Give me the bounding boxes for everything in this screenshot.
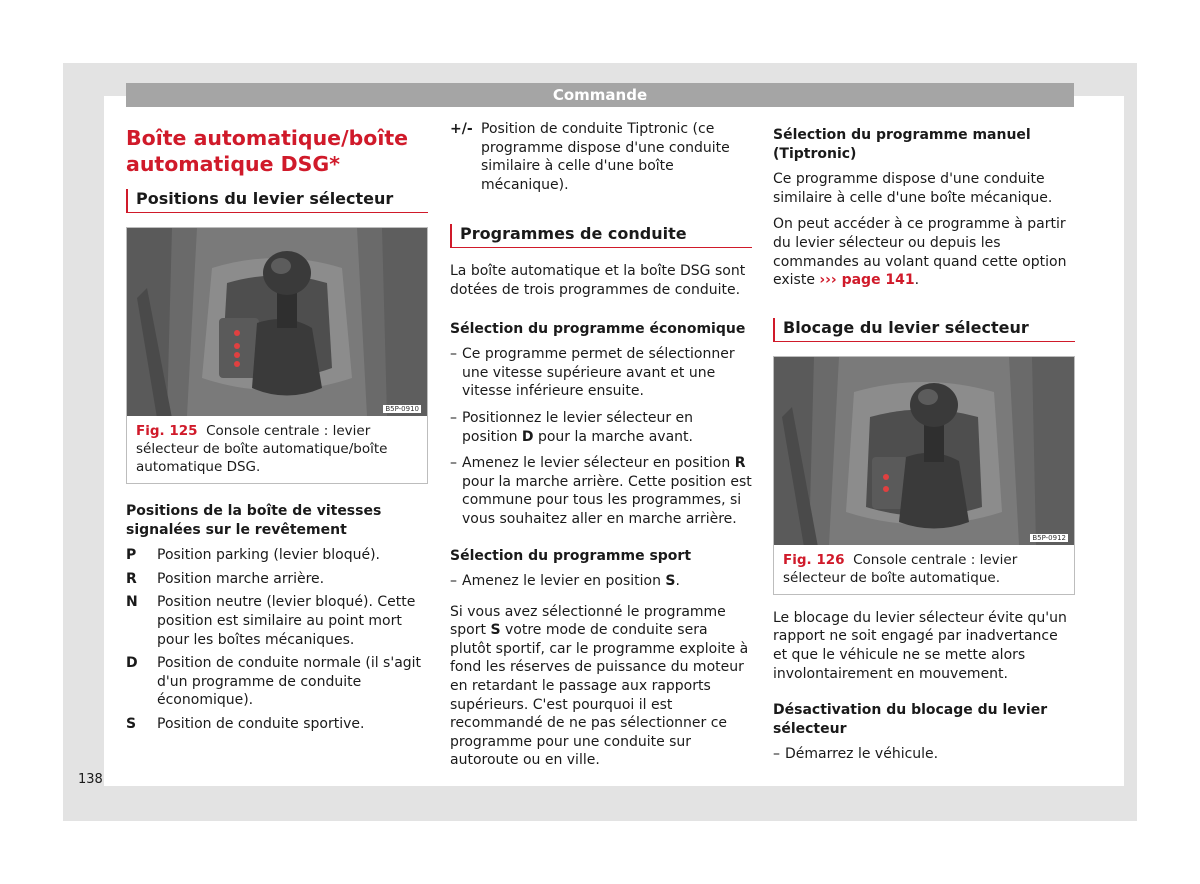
position-key: P <box>126 547 137 564</box>
position-item <box>126 654 428 710</box>
manual-paragraph-1: Ce programme dispose d'une conduite similaire à celle d'une boîte mécanique. <box>773 171 1053 206</box>
item-text: Amenez le levier sélecteur en position <box>462 455 735 472</box>
dash: – <box>773 746 780 763</box>
item-bold: R <box>734 455 746 472</box>
para-text-end: votre mode de conduite sera plutôt sportif, car le programme exploite à fond les réserves de puissance du moteur en retardant le passage aux rapports supérieurs. C'est pourquoi il est recommandé de ne pas sélectionner ce programme pour une conduite sur autoroute ou en ville. <box>450 622 749 769</box>
position-text: Position de conduite normale (il s'agit d'un programme de conduite économique). <box>157 655 422 709</box>
list-item <box>450 572 752 591</box>
positions-heading: Positions de la boîte de vitesses signalées sur le revêtement <box>126 503 382 538</box>
para-text: Si vous avez sélectionné le programme sport <box>450 603 726 639</box>
item-text: Démarrez le véhicule. <box>785 746 939 763</box>
column-left <box>126 120 428 739</box>
figure-label: Fig. 126 <box>783 551 845 568</box>
item-text-end: . <box>675 573 680 590</box>
list-item <box>450 454 752 528</box>
item-text-end: pour la marche avant. <box>533 428 693 445</box>
position-item <box>126 570 428 589</box>
main-title: Boîte automatique/boîte automatique DSG* <box>126 126 409 176</box>
position-item <box>126 715 428 734</box>
item-text: Ce programme permet de sélectionner une vitesse supérieure avant et une vitesse inférieure ensuite. <box>462 346 735 400</box>
position-key: S <box>126 715 137 732</box>
gear-selector-photo <box>127 228 427 416</box>
sport-heading: Sélection du programme sport <box>450 547 692 564</box>
figure-126 <box>773 356 1075 595</box>
figure-caption <box>127 416 427 483</box>
programs-intro: La boîte automatique et la boîte DSG sont dotées de trois programmes de conduite. <box>450 263 746 298</box>
figure-caption-text: Console centrale : levier sélecteur de boîte automatique/boîte automatique DSG. <box>136 423 388 475</box>
position-key: R <box>126 570 137 587</box>
figure-caption-text: Console centrale : levier sélecteur de boîte automatique. <box>783 551 1018 586</box>
para-text-end: . <box>914 272 920 289</box>
dash: – <box>450 455 457 472</box>
item-text-end: pour la marche arrière. Cette position est commune pour tous les programmes, si vous souhaitez aller en marche arrière. <box>462 473 752 527</box>
position-text: Position parking (levier bloqué). <box>157 547 380 564</box>
manual-heading: Sélection du programme manuel (Tiptronic) <box>773 127 1031 162</box>
gear-selector-illustration <box>127 228 427 416</box>
manual-paragraph-2 <box>773 215 1075 289</box>
position-key: N <box>126 594 138 611</box>
chapter-header: Commande <box>126 83 1074 107</box>
page-number: 138 <box>78 772 103 787</box>
item-text: Positionnez le levier sélecteur en position <box>462 409 694 445</box>
column-right <box>773 126 1075 772</box>
dash: – <box>450 573 457 590</box>
deactivation-heading: Désactivation du blocage du levier sélecteur <box>773 702 1048 737</box>
position-item <box>126 593 428 649</box>
para-text: On peut accéder à ce programme à partir du levier sélecteur ou depuis les commandes au volant quand cette option existe <box>773 216 1067 289</box>
item-text: Amenez le levier en position <box>462 573 666 590</box>
position-text: Position de conduite Tiptronic (ce programme dispose d'une conduite similaire à celle d'une boîte mécanique). <box>481 121 730 193</box>
figure-code: B5P-0910 <box>385 405 419 413</box>
section-title-programs: Programmes de conduite <box>450 224 752 248</box>
eco-heading: Sélection du programme économique <box>450 320 746 337</box>
dash: – <box>450 346 457 363</box>
list-item <box>450 345 752 401</box>
page-reference-link[interactable]: ››› page 141 <box>819 272 915 289</box>
positions-list <box>126 546 428 733</box>
gear-selector-illustration <box>774 357 1074 545</box>
para-bold: S <box>490 622 501 639</box>
position-key: D <box>126 655 138 672</box>
position-text: Position neutre (levier bloqué). Cette position est similaire au point mort pour les boîtes mécaniques. <box>157 594 416 648</box>
position-text: Position de conduite sportive. <box>157 715 365 732</box>
lock-paragraph: Le blocage du levier sélecteur évite qu'un rapport ne soit engagé par inadvertance et que le véhicule ne se mette alors involontairement en mouvement. <box>773 609 1067 682</box>
figure-code: B5P-0912 <box>1032 533 1066 542</box>
tiptronic-position <box>450 120 752 194</box>
dash: – <box>450 409 457 426</box>
list-item <box>773 745 1075 764</box>
section-title-positions: Positions du levier sélecteur <box>126 189 428 213</box>
column-middle <box>450 120 752 778</box>
list-item <box>450 409 752 446</box>
item-bold: D <box>521 428 534 445</box>
section-title-lock: Blocage du levier sélecteur <box>773 318 1075 342</box>
figure-label: Fig. 125 <box>136 423 198 439</box>
figure-125 <box>126 227 428 484</box>
gear-selector-photo <box>774 357 1074 545</box>
position-text: Position marche arrière. <box>157 570 325 587</box>
item-bold: S <box>665 573 676 590</box>
position-key: +/- <box>450 121 473 137</box>
sport-paragraph <box>450 603 752 770</box>
position-item <box>126 546 428 565</box>
figure-caption <box>774 545 1074 594</box>
